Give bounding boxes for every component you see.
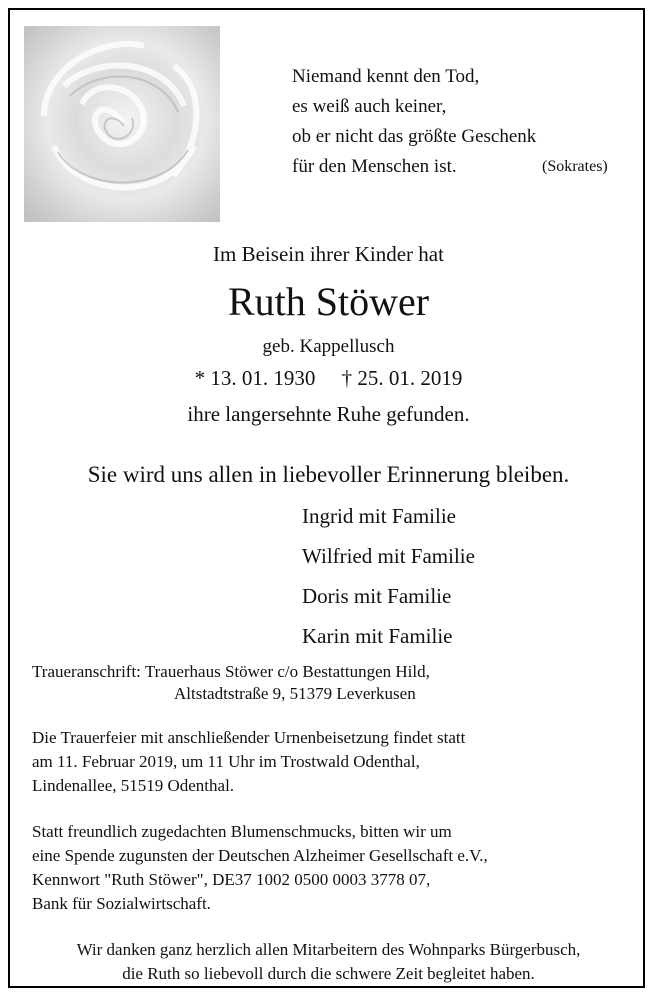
ceremony-paragraph — [32, 726, 632, 798]
donation-line: Statt freundlich zugedachten Blumenschmucks, bitten wir um — [32, 822, 452, 841]
intro-line: Im Beisein ihrer Kinder hat — [213, 242, 444, 266]
family-member: Ingrid mit Familie — [302, 504, 456, 528]
donation-line: Bank für Sozialwirtschaft. — [32, 894, 211, 913]
donation-line: eine Spende zugunsten der Deutschen Alzheimer Gesellschaft e.V., — [32, 846, 488, 865]
death-date: † 25. 01. 2019 — [341, 366, 463, 390]
quote-line: Niemand kennt den Tod, — [292, 66, 480, 87]
white-rose-image — [24, 26, 220, 222]
obituary-notice — [8, 8, 645, 988]
maiden-name: geb. Kappellusch — [262, 336, 395, 357]
quote-line: ob er nicht das größte Geschenk — [292, 126, 537, 147]
birth-date: * 13. 01. 1930 — [194, 366, 316, 390]
donation-line: Kennwort "Ruth Stöwer", DE37 1002 0500 0003 3778 07, — [32, 870, 431, 889]
quote-line: für den Menschen ist. — [292, 156, 457, 177]
thanks-line: die Ruth so liebevoll durch die schwere Zeit begleitet haben. — [122, 964, 535, 983]
life-dates — [10, 366, 647, 391]
quote-source: (Sokrates) — [542, 158, 608, 175]
quote-block — [292, 62, 632, 182]
thanks-line: Wir danken ganz herzlich allen Mitarbeitern des Wohnparks Bürgerbusch, — [76, 940, 581, 959]
ceremony-line: Die Trauerfeier mit anschließender Urnenbeisetzung findet statt — [32, 728, 466, 747]
family-member: Wilfried mit Familie — [302, 544, 475, 568]
rest-line: ihre langersehnte Ruhe gefunden. — [187, 402, 470, 426]
deceased-name: Ruth Stöwer — [227, 279, 430, 324]
family-member: Karin mit Familie — [302, 624, 453, 648]
family-member: Doris mit Familie — [302, 584, 452, 608]
mourning-address-street: Altstadtstraße 9, 51379 Leverkusen — [174, 684, 416, 703]
memory-line: Sie wird uns allen in liebevoller Erinnerung bleiben. — [87, 462, 570, 487]
ceremony-line: am 11. Februar 2019, um 11 Uhr im Trostwald Odenthal, — [32, 752, 420, 771]
ceremony-line: Lindenallee, 51519 Odenthal. — [32, 776, 235, 795]
quote-line: es weiß auch keiner, — [292, 96, 447, 117]
thanks-paragraph — [10, 938, 647, 986]
mourning-address: Traueranschrift: Trauerhaus Stöwer c/o Bestattungen Hild, — [32, 662, 430, 681]
donation-paragraph — [32, 820, 632, 916]
